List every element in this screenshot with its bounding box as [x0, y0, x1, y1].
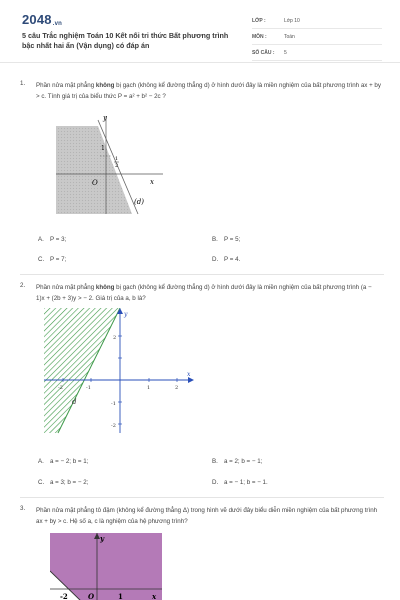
site-logo[interactable]: 2048.vn [22, 12, 63, 27]
tick-label: 1 [147, 385, 151, 391]
meta-key: LỚP : [252, 18, 266, 24]
option-a[interactable]: A. P = 3; [38, 236, 67, 243]
meta-value: Lớp 10 [284, 18, 300, 24]
meta-value: 5 [284, 50, 287, 56]
meta-key: SỐ CÂU : [252, 50, 275, 56]
question-divider [20, 274, 384, 275]
option-c[interactable]: C. a = 3; b = − 2; [38, 479, 89, 486]
document-meta [252, 15, 382, 63]
option-d[interactable]: D. P = 4. [212, 256, 241, 263]
hatched-region [44, 308, 120, 433]
tick-label: 1 [101, 145, 105, 152]
tick-label: 2 [115, 163, 119, 169]
y-label: y [103, 114, 107, 122]
option-a[interactable]: A. a = − 2; b = 1; [38, 458, 89, 465]
tick-label: -1 [111, 401, 116, 407]
question-number: 1. [20, 80, 26, 87]
tick-label: -2 [58, 385, 63, 391]
figure-2 [44, 308, 204, 436]
origin-label: O [88, 592, 95, 600]
meta-row-class [252, 15, 382, 29]
tick-label: 2 [113, 335, 117, 341]
meta-key: MÔN : [252, 34, 267, 40]
question-number: 3. [20, 505, 26, 512]
tick-label: -2 [60, 592, 68, 600]
line-label: d [72, 398, 77, 406]
tick-label: 2 [175, 385, 179, 391]
shaded-region [56, 126, 132, 214]
meta-row-count [252, 47, 382, 61]
figure-3 [50, 533, 162, 600]
question-text: Phần nửa mặt phẳng tô đậm (không kể đường thẳng Δ) trong hình vẽ dưới đây biểu diễn miền nghiệm của bất phương trình ax + by > c. Hệ số a, c là nghiệm của hệ phương trình? [36, 507, 378, 525]
meta-row-subject [252, 31, 382, 45]
x-label: x [152, 592, 157, 600]
document-header [0, 0, 400, 63]
option-c[interactable]: C. P = 7; [38, 256, 67, 263]
question-3 [20, 505, 385, 535]
tick-label: 1 [118, 592, 123, 600]
x-label: x [150, 178, 154, 186]
tick-label: 1 [115, 156, 119, 162]
option-b[interactable]: B. P = 5; [212, 236, 241, 243]
option-b[interactable]: B. a = 2; b = − 1; [212, 458, 263, 465]
origin-label: O [92, 179, 98, 187]
question-text: Phần nửa mặt phẳng không bị gạch (không kể đường thẳng d) ở hình dưới đây là miền nghiệm của bất phương trình (a − 1)x + (2b + 3)y > − 2. Giá trị của a, b là? [36, 284, 372, 302]
option-d[interactable]: D. a = − 1; b = − 1. [212, 479, 268, 486]
figure-1 [48, 112, 168, 217]
line-label: (d) [134, 198, 144, 206]
y-label: y [100, 534, 105, 543]
y-label: y [124, 311, 128, 318]
x-label: x [187, 371, 191, 378]
question-text: Phần nửa mặt phẳng không bị gạch (không kể đường thẳng d) ở hình dưới đây là miền nghiệm của bất phương trình ax + by > c. Tính giá trị của biểu thức P = a² + b² − 2c ? [36, 82, 381, 100]
tick-label: -1 [86, 385, 91, 391]
meta-value: Toán [284, 34, 295, 40]
tick-label: -2 [111, 423, 116, 429]
question-divider [20, 497, 384, 498]
question-number: 2. [20, 282, 26, 289]
document-title: 5 câu Trắc nghiệm Toán 10 Kết nối tri thức Bất phương trình bậc nhất hai ẩn (Vận dụng) có đáp án [22, 31, 229, 50]
